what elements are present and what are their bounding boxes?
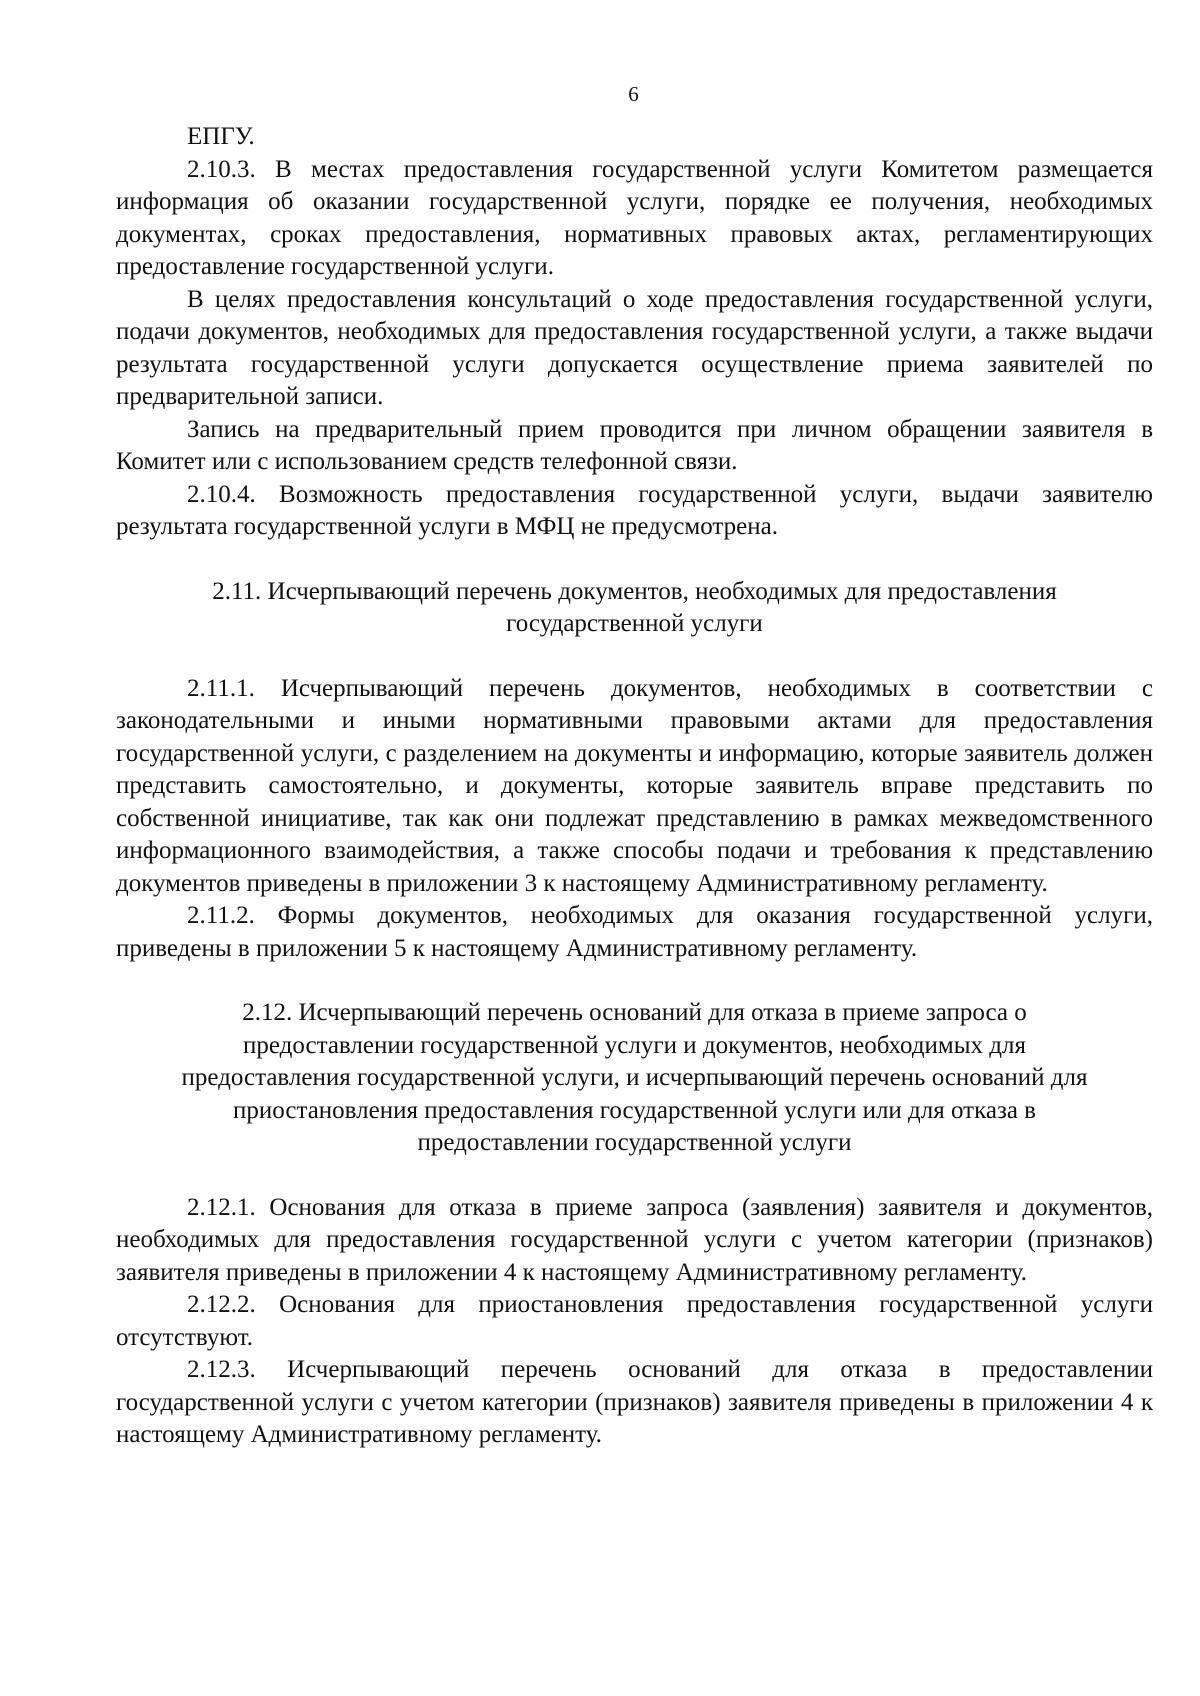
page-number: 6: [628, 82, 639, 106]
section-heading-2-12: 2.12. Исчерпывающий перечень оснований для отказа в приеме запроса о предоставлении государственной услуги и документов, необходимых для предоставления государственной услуги, и исчерпывающий перечень оснований для приостановления предоставления государственной услуги или для отказа в предоставлении государственной услуги: [181, 999, 1088, 1156]
paragraph-2-12-2: 2.12.2. Основания для приостановления предоставления государственной услуги отсутствуют.: [116, 1291, 1153, 1351]
paragraph-2-11-1: 2.11.1. Исчерпывающий перечень документов, необходимых в соответствии с законодательными и иными нормативными правовыми актами для предоставления государственной услуги, с разделением на документы и информацию, которые заявитель должен представить самостоятельно, и документы, которые заявитель вправе представить по собственной инициативе, так как они подлежат представлению в рамках межведомственного информационного взаимодействия, а также способы подачи и требования к представлению документов приведены в приложении 3 к настоящему Административному регламенту.: [116, 674, 1153, 897]
paragraph-epgu: ЕПГУ.: [187, 123, 255, 150]
paragraph-2-11-2: 2.11.2. Формы документов, необходимых для оказания государственной услуги, приведены в приложении 5 к настоящему Административному регламенту.: [116, 902, 1153, 962]
paragraph-consultations: В целях предоставления консультаций о ходе предоставления государственной услуги, подачи документов, необходимых для предоставления государственной услуги, а также выдачи результата государственной услуги допускается осуществление приема заявителей по предварительной записи.: [116, 285, 1153, 410]
document-body: [116, 121, 1153, 1452]
paragraph-2-10-3: 2.10.3. В местах предоставления государственной услуги Комитетом размещается информация об оказании государственной услуги, порядке ее получения, необходимых документах, сроках предоставления, нормативных правовых актах, регламентирующих предоставление государственной услуги.: [116, 155, 1153, 280]
paragraph-2-10-4: 2.10.4. Возможность предоставления государственной услуги, выдачи заявителю результата государственной услуги в МФЦ не предусмотрена.: [116, 480, 1153, 540]
section-heading-2-11: 2.11. Исчерпывающий перечень документов, необходимых для предоставления государственной услуги: [212, 577, 1057, 637]
paragraph-preliminary-record: Запись на предварительный прием проводится при личном обращении заявителя в Комитет или с использованием средств телефонной связи.: [116, 415, 1153, 475]
paragraph-2-12-3: 2.12.3. Исчерпывающий перечень оснований для отказа в предоставлении государственной услуги с учетом категории (признаков) заявителя приведены в приложении 4 к настоящему Административному регламенту.: [116, 1356, 1153, 1448]
paragraph-2-12-1: 2.12.1. Основания для отказа в приеме запроса (заявления) заявителя и документов, необходимых для предоставления государственной услуги с учетом категории (признаков) заявителя приведены в приложении 4 к настоящему Административному регламенту.: [116, 1193, 1153, 1286]
